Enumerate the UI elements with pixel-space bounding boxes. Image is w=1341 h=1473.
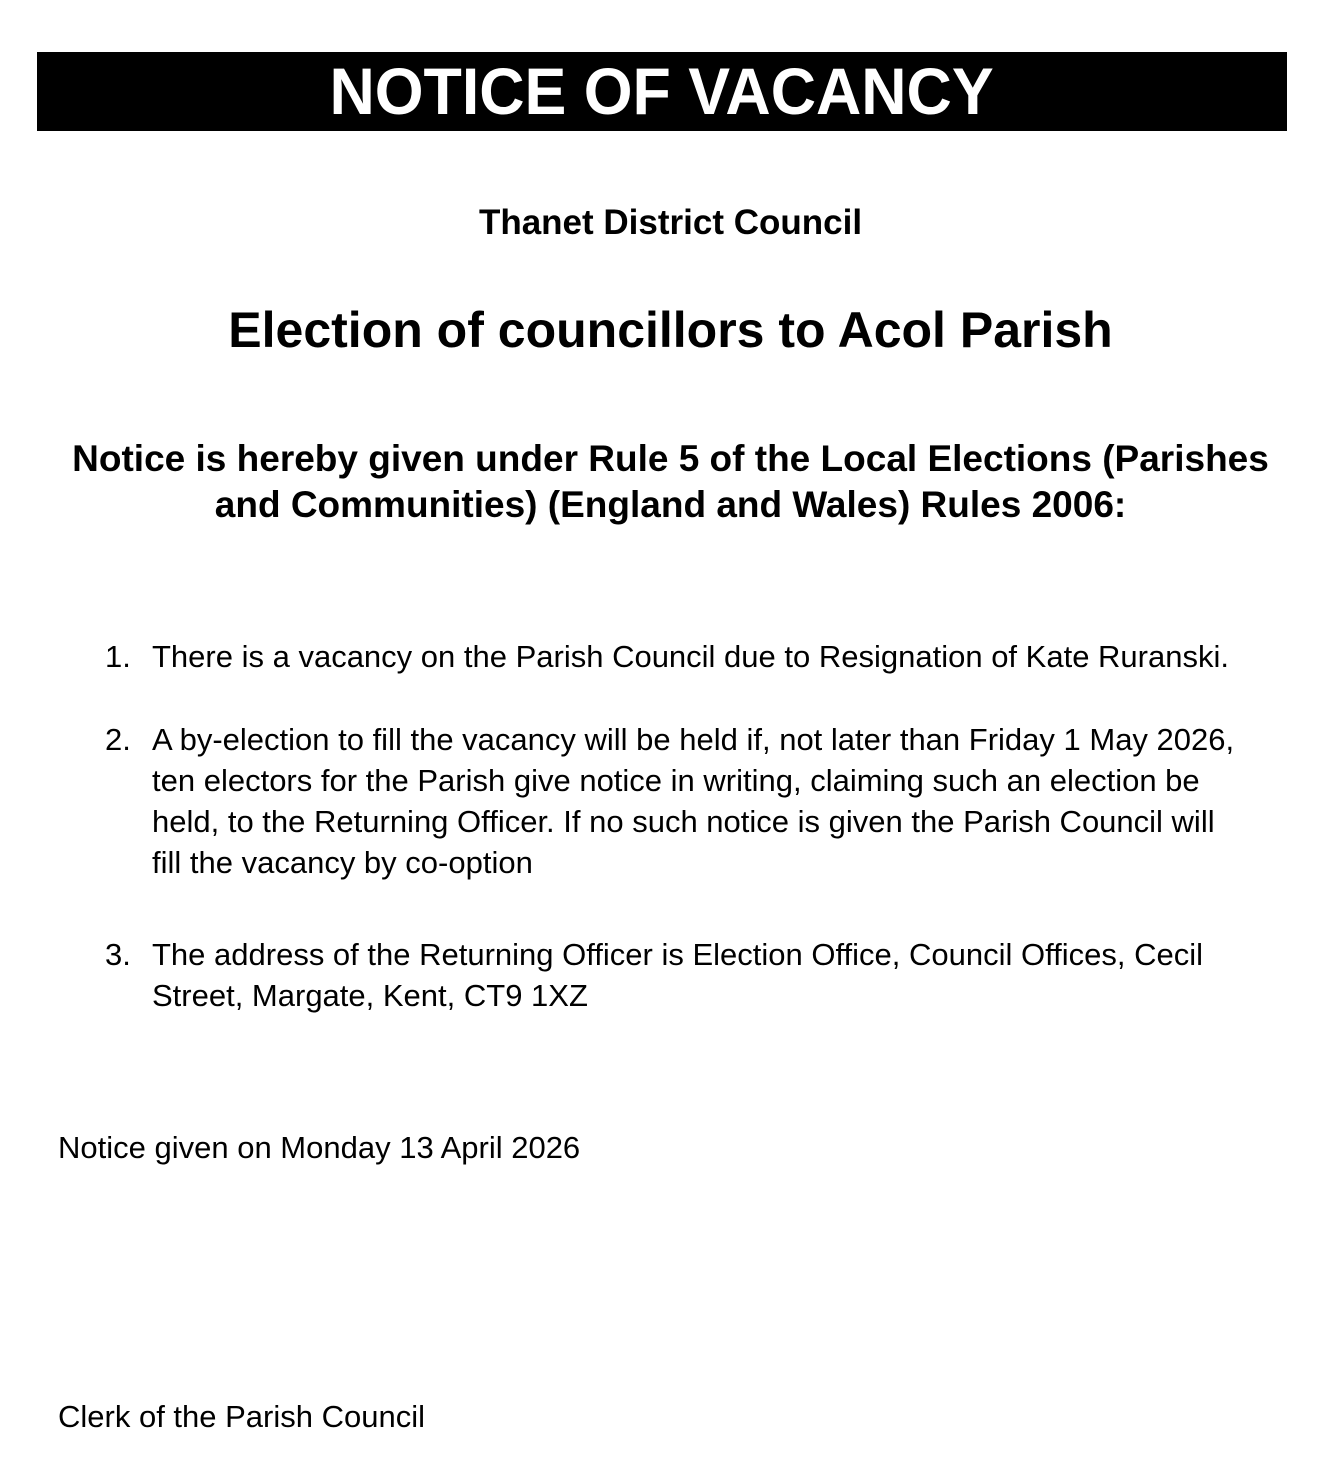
list-item-1 bbox=[105, 636, 1229, 677]
rule-notice-line-1: Notice is hereby given under Rule 5 of the Local Elections (Parishes bbox=[72, 438, 1269, 479]
notice-date: Notice given on Monday 13 April 2026 bbox=[58, 1130, 581, 1165]
rule-notice bbox=[0, 436, 1341, 528]
list-item-2-line-4: fill the vacancy by co-option bbox=[152, 845, 533, 880]
rule-notice-line-2: and Communities) (England and Wales) Rules 2006: bbox=[214, 484, 1127, 525]
list-item-1-number: 1. bbox=[105, 639, 131, 674]
banner-title: NOTICE OF VACANCY bbox=[329, 54, 995, 128]
list-item-1-line-1: There is a vacancy on the Parish Council due to Resignation of Kate Ruranski. bbox=[152, 639, 1229, 674]
list-item-3-line-2: Street, Margate, Kent, CT9 1XZ bbox=[152, 978, 588, 1013]
list-item-2-number: 2. bbox=[105, 722, 131, 757]
list-item-2-lines bbox=[152, 719, 1234, 883]
signature: Clerk of the Parish Council bbox=[58, 1399, 425, 1434]
list-item-2 bbox=[105, 719, 1234, 883]
list-item-2-line-3: held, to the Returning Officer. If no such notice is given the Parish Council will bbox=[152, 804, 1215, 839]
list-item-1-lines bbox=[152, 636, 1229, 677]
list-item-3 bbox=[105, 934, 1203, 1016]
notice-banner bbox=[37, 52, 1287, 131]
list-item-3-number: 3. bbox=[105, 937, 131, 972]
council-name: Thanet District Council bbox=[478, 203, 863, 242]
list-item-3-lines bbox=[152, 934, 1203, 1016]
list-item-2-line-1: A by-election to fill the vacancy will be held if, not later than Friday 1 May 2026, bbox=[152, 722, 1235, 757]
list-item-3-line-1: The address of the Returning Officer is Election Office, Council Offices, Cecil bbox=[152, 937, 1204, 972]
election-title: Election of councillors to Acol Parish bbox=[228, 302, 1113, 358]
list-item-2-line-2: ten electors for the Parish give notice in writing, claiming such an election be bbox=[152, 763, 1200, 798]
